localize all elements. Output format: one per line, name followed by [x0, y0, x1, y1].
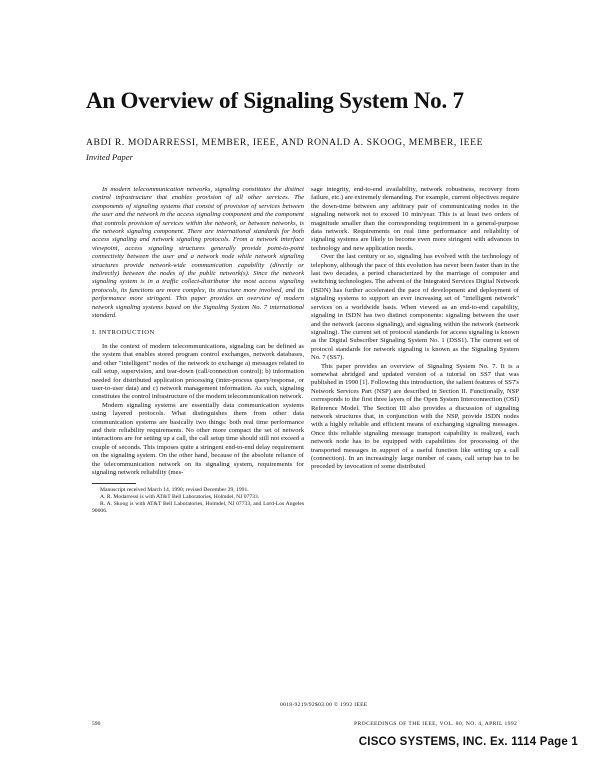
abstract: In modern telecommunication networks, signaling constitutes the distinct control infrastructure that enables provision of all other services. The components of signaling systems that consist of provision of services between the user and the network in the access signaling component and the component that controls provision of services within the network, or between networks, is the network signaling component. There are international standards for both access signaling and network signaling protocols. From a network interface viewpoint, access signaling structures generally provide point-to-point connectivity between the user and a network node while network signaling structures provide network-wide communication capability (directly or indirectly) between the nodes of the public network(s). Since the network signaling system is in a traffic collect-distributor the most access signaling protocols, its functions are more complex, its structure more involved, and its performance more stringent. This paper provides an overview of modern network signaling systems based on the Signaling System No. 7 international standard. [92, 186, 304, 320]
body-paragraph: Over the last century or so, signaling has evolved with the technology of telephony, although the pace of this evolution has never been faster than in the last two decades, a period characterized by the marriage of computer and switching technologies. The advent of the Integrated Services Digital Network (ISDN) has further accelerated the pace of development and deployment of signaling systems to support an ever increasing set of "intelligent network" services on a worldwide basis. When viewed as an end-to-end capability, signaling in ISDN has two distinct components: signaling between the user and the network (access signaling), and signaling within the network (network signaling). The current set of protocol standards for access signaling is known as the Digital Subscriber Signaling System No. 1 (DSS1). The current set of protocol standards for network signaling is known as the Signaling System No. 7 (SS7). [311, 253, 519, 362]
body-paragraph: Modern signaling systems are essentially data communication systems using layered protocols. What distinguishes them from other data communication systems are basically two things: both real time performance and their reliability requirements. No other more compact the set of network interactions are for setting up a call, the call setup time should still not exceed a couple of seconds. This imposes quite a stringent end-to-end delay requirement on the signaling system. On the other hand, because of the absolute reliance of the telecommunication network on its signaling system, requirements for signaling network reliability (mes- [92, 401, 304, 476]
body-paragraph: This paper provides an overview of Signaling System No. 7. It is a somewhat abridged and updated version of a tutorial on SS7 that was published in 1990 [1]. Following this introduction, the salient features of SS7's Network Services Part (NSP) are described in Section II. Functionally, NSP corresponds to the first three layers of the Open System Interconnection (OSI) Reference Model. The Section III also provides a discussion of signaling network structures that, in conjunction with the NSP, provide ISDN nodes with a highly reliable and efficient means of exchanging signaling messages. Once this reliable signaling message transport capability is realized, each network node has to be equipped with capabilities for processing of the transported messages in support of a useful function like setting up a call (connection). In an increasingly large number of cases, call setup has to be preceded by invocation of some distributed [311, 362, 519, 471]
author-line: ABDI R. MODARRESSI, MEMBER, IEEE, AND RONALD A. SKOOG, MEMBER, IEEE [86, 137, 484, 148]
left-column [92, 186, 304, 515]
exhibit-stamp: CISCO SYSTEMS, INC. Ex. 1114 Page 1 [358, 736, 578, 748]
issn-line: 0018-9219/92$03.00 © 1992 IEEE [280, 702, 368, 708]
paper-type: Invited Paper [86, 152, 134, 162]
footnote-rule [92, 483, 136, 484]
body-paragraph: In the context of modern telecommunications, signaling can be defined as the system that enables stored program control exchanges, network databases, and other "intelligent" nodes of the network to exchange a) messages related to call setup, supervision, and tear-down (call/connection control); b) information needed for distributed application processing (inter-process query/response, or user-to-user data) and c) network management information. As such, signaling constitutes the control infrastructure of the modern telecommunication network. [92, 342, 304, 401]
body-paragraph: sage integrity, end-to-end availability, network robustness, recovery from failure, etc.) are extremely demanding. For example, current objectives require the down-time between any arbitrary pair of communicating nodes in the signaling network not to exceed 10 min/year. This is at least two orders of magnitude smaller than the corresponding requirement in a general-purpose data network. Requirements on real time performance and reliability of signaling systems are likely to become even more stringent with advances in technology and new application needs. [311, 186, 519, 252]
footnote: R. A. Skoog is with AT&T Bell Laboratories, Holmdel, NJ 07733, and Lord-Los Angeles 90006. [92, 501, 304, 515]
section-heading: I. INTRODUCTION [92, 328, 155, 336]
footnote: A. R. Modarressi is with AT&T Bell Laboratories, Holmdel, NJ 07733. [100, 494, 260, 501]
paper-title: An Overview of Signaling System No. 7 [86, 88, 464, 113]
page-number: 590 [92, 721, 101, 727]
footnote: Manuscript received March 14, 1990; revised December 29, 1991. [100, 487, 249, 494]
journal-line: PROCEEDINGS OF THE IEEE, VOL. 80, NO. 4, APRIL 1992 [354, 721, 518, 727]
right-column [311, 186, 519, 472]
